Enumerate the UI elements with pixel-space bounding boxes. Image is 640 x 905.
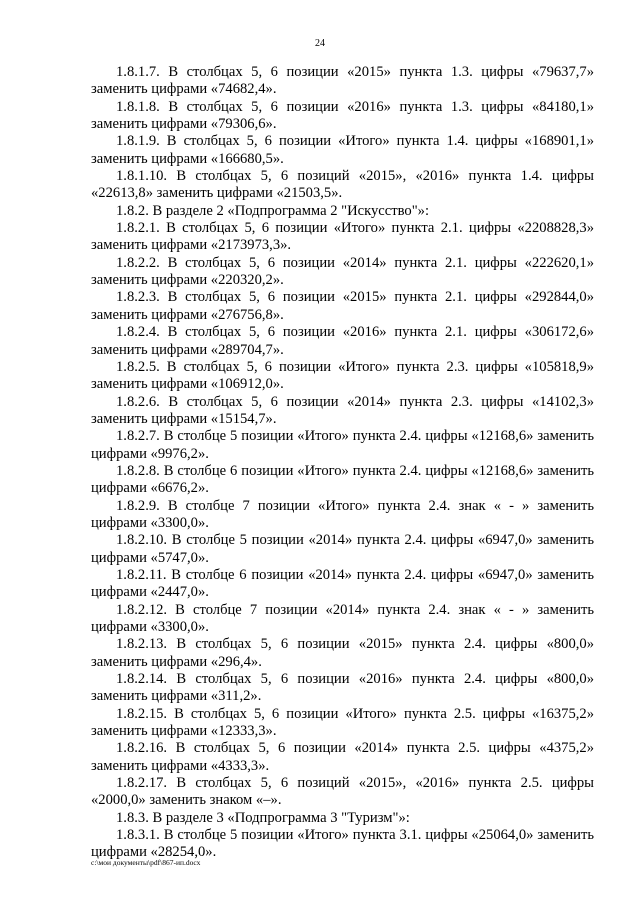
- paragraph-1-8-2-16: 1.8.2.16. В столбцах 5, 6 позиции «2014» пункта 2.5. цифры «4375,2» заменить цифрами «4333,3».: [91, 740, 594, 774]
- paragraph-1-8-1-8: 1.8.1.8. В столбцах 5, 6 позиции «2016» пункта 1.3. цифры «84180,1» заменить цифрами «79306,6».: [91, 98, 594, 133]
- paragraph-1-8-2-2: 1.8.2.2. В столбцах 5, 6 позиции «2014» пункта 2.1. цифры «222620,1» заменить цифрами «220320,2».: [91, 254, 594, 289]
- document-body: [91, 64, 594, 862]
- paragraph-1-8-2-14: 1.8.2.14. В столбцах 5, 6 позиции «2016» пункта 2.4. цифры «800,0» заменить цифрами «311,2».: [91, 671, 594, 705]
- paragraph-1-8-2-10: 1.8.2.10. В столбце 5 позиции «2014» пункта 2.4. цифры «6947,0» заменить цифрами «5747,0».: [91, 532, 594, 566]
- paragraph-1-8-2-6: 1.8.2.6. В столбцах 5, 6 позиции «2014» пункта 2.3. цифры «14102,3» заменить цифрами «15154,7».: [91, 393, 594, 427]
- section-heading-1-8-3: 1.8.3. В разделе 3 «Подпрограмма 3 "Туризм"»:: [116, 809, 410, 826]
- page-number: 24: [315, 38, 325, 49]
- section-heading-1-8-2: 1.8.2. В разделе 2 «Подпрограмма 2 "Искусство"»:: [116, 202, 430, 219]
- footer-file-path: c:\мои документы\pdf\867-ип.docx: [91, 858, 201, 867]
- paragraph-1-8-2-4: 1.8.2.4. В столбцах 5, 6 позиции «2016» пункта 2.1. цифры «306172,6» заменить цифрами «289704,7».: [91, 324, 594, 358]
- paragraph-1-8-2-17: 1.8.2.17. В столбцах 5, 6 позиций «2015», «2016» пункта 2.5. цифры «2000,0» заменить знаком «–».: [91, 775, 594, 809]
- paragraph-1-8-2-8: 1.8.2.8. В столбце 6 позиции «Итого» пункта 2.4. цифры «12168,6» заменить цифрами «6676,2».: [91, 462, 594, 497]
- paragraph-1-8-2-15: 1.8.2.15. В столбцах 5, 6 позиции «Итого» пункта 2.5. цифры «16375,2» заменить цифрами «12333,3».: [91, 705, 594, 740]
- paragraph-1-8-2-1: 1.8.2.1. В столбцах 5, 6 позиции «Итого» пункта 2.1. цифры «2208828,3» заменить цифрами «2173973,3».: [91, 220, 594, 254]
- paragraph-1-8-1-10: 1.8.1.10. В столбцах 5, 6 позиций «2015», «2016» пункта 1.4. цифры «22613,8» заменить цифрами «21503,5».: [91, 168, 594, 202]
- paragraph-1-8-3-1: 1.8.3.1. В столбце 5 позиции «Итого» пункта 3.1. цифры «25064,0» заменить цифрами «28254,0».: [91, 827, 594, 861]
- paragraph-1-8-2-5: 1.8.2.5. В столбцах 5, 6 позиции «Итого» пункта 2.3. цифры «105818,9» заменить цифрами «106912,0».: [91, 358, 594, 393]
- paragraph-1-8-2-3: 1.8.2.3. В столбцах 5, 6 позиции «2015» пункта 2.1. цифры «292844,0» заменить цифрами «276756,8».: [91, 289, 594, 323]
- paragraph-1-8-2-7: 1.8.2.7. В столбце 5 позиции «Итого» пункта 2.4. цифры «12168,6» заменить цифрами «9976,2».: [91, 428, 594, 462]
- paragraph-1-8-2-12: 1.8.2.12. В столбце 7 позиции «2014» пункта 2.4. знак « - » заменить цифрами «3300,0».: [91, 601, 594, 635]
- paragraph-1-8-1-7: 1.8.1.7. В столбцах 5, 6 позиции «2015» пункта 1.3. цифры «79637,7» заменить цифрами «74682,4».: [91, 64, 594, 98]
- paragraph-1-8-1-9: 1.8.1.9. В столбцах 5, 6 позиции «Итого» пункта 1.4. цифры «168901,1» заменить цифрами «166680,5».: [91, 133, 594, 167]
- paragraph-1-8-2-11: 1.8.2.11. В столбце 6 позиции «2014» пункта 2.4. цифры «6947,0» заменить цифрами «2447,0».: [91, 566, 594, 601]
- paragraph-1-8-2-9: 1.8.2.9. В столбце 7 позиции «Итого» пункта 2.4. знак « - » заменить цифрами «3300,0».: [91, 497, 594, 531]
- paragraph-1-8-2-13: 1.8.2.13. В столбцах 5, 6 позиции «2015» пункта 2.4. цифры «800,0» заменить цифрами «296,4».: [91, 636, 594, 670]
